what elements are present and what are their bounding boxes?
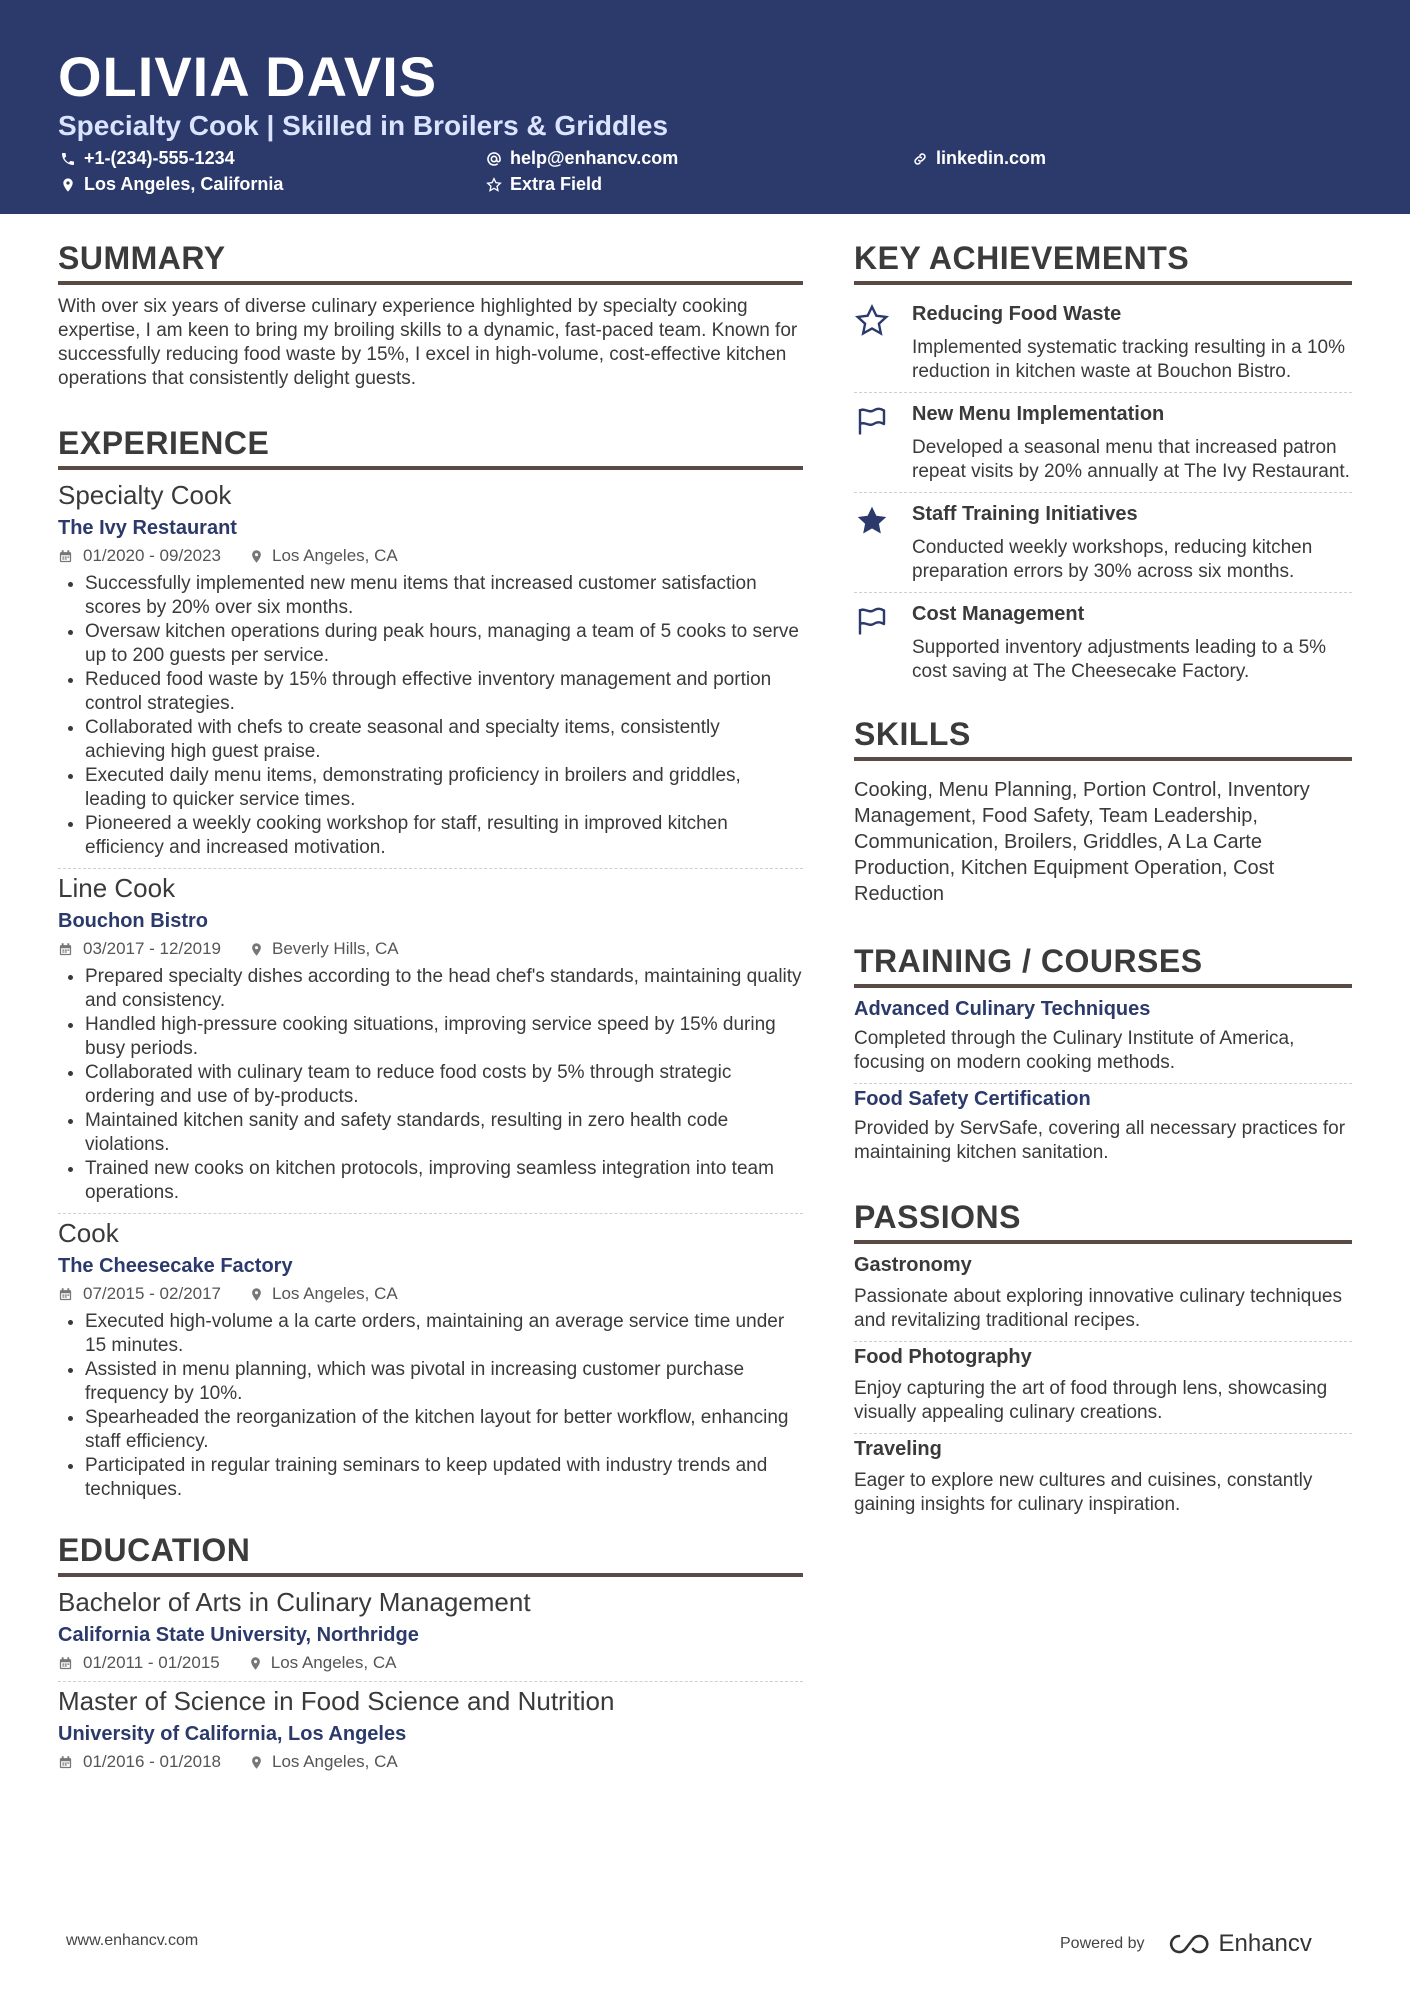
divider <box>854 592 1352 593</box>
job-bullet: • Pioneered a weekly cooking workshop for staff, resulting in improved kitchen efficiency and increased motivation. <box>85 812 803 860</box>
achievement-item <box>854 395 1352 490</box>
education-school: University of California, Los Angeles <box>58 1723 407 1745</box>
location-pin-icon <box>249 942 264 957</box>
skills-text: Cooking, Menu Planning, Portion Control, Inventory Management, Food Safety, Team Leadership, Communication, Broilers, Griddles, A La Carte Production, Kitchen Equipment Operation, Cost Reduction <box>854 779 1310 905</box>
location-pin-icon <box>249 1755 264 1770</box>
phone-text: +1-(234)-555-1234 <box>84 148 235 168</box>
achievements-heading: KEY ACHIEVEMENTS <box>854 240 1352 285</box>
location-pin-icon <box>249 549 264 564</box>
calendar-icon <box>58 942 73 957</box>
job-bullet: • Assisted in menu planning, which was pivotal in increasing customer purchase frequency by 10%. <box>85 1358 803 1406</box>
job-meta <box>58 1284 803 1304</box>
education-degree: Master of Science in Food Science and Nutrition <box>58 1686 615 1716</box>
phone-icon <box>60 151 76 167</box>
education-entry <box>58 1686 803 1772</box>
passion-desc: Eager to explore new cultures and cuisines, constantly gaining insights for culinary inspiration. <box>854 1470 1313 1515</box>
job-bullet: • Collaborated with culinary team to reduce food costs by 5% through strategic ordering and use of by-products. <box>85 1061 803 1109</box>
job-company: Bouchon Bistro <box>58 910 208 932</box>
training-item <box>854 998 1352 1075</box>
calendar-icon <box>58 549 73 564</box>
education-dates: 01/2011 - 01/2015 <box>83 1653 220 1672</box>
job-bullet: • Participated in regular training seminars to keep updated with industry trends and techniques. <box>85 1454 803 1502</box>
job-bullets <box>58 572 803 860</box>
location-text: Los Angeles, California <box>84 174 284 194</box>
job-bullet: • Oversaw kitchen operations during peak hours, managing a team of 5 cooks to serve up to 200 guests per service. <box>85 620 803 668</box>
job-meta <box>58 546 803 566</box>
right-column <box>854 240 1352 1517</box>
job-location: Beverly Hills, CA <box>272 939 399 958</box>
job-location: Los Angeles, CA <box>272 546 398 565</box>
brand-name: Enhancv <box>1218 1930 1312 1957</box>
calendar-icon <box>58 1755 73 1770</box>
job-role: Cook <box>58 1218 119 1248</box>
education-location: Los Angeles, CA <box>270 1653 397 1672</box>
summary-text: With over six years of diverse culinary experience highlighted by specialty cooking expertise, I am keen to bring my broiling skills to a dynamic, fast-paced team. Known for successfully reducing food waste by 15%, I excel in high-volume, cost-effective kitchen operations that consistently delight guests. <box>58 296 798 389</box>
training-heading: TRAINING / COURSES <box>854 943 1352 988</box>
achievement-desc: Conducted weekly workshops, reducing kitchen preparation errors by 30% across six months. <box>912 537 1313 582</box>
passion-title: Traveling <box>854 1438 942 1460</box>
contact-location <box>60 174 283 195</box>
training-desc: Provided by ServSafe, covering all necessary practices for maintaining kitchen sanitation. <box>854 1118 1346 1163</box>
achievement-item <box>854 495 1352 590</box>
skills-heading: SKILLS <box>854 716 1352 761</box>
achievement-item <box>854 295 1352 390</box>
location-pin-icon <box>249 1287 264 1302</box>
achievement-item <box>854 595 1352 690</box>
flag-icon <box>854 603 890 639</box>
job-company: The Cheesecake Factory <box>58 1255 293 1277</box>
calendar-icon <box>58 1287 73 1302</box>
star-outline-icon <box>854 303 890 339</box>
candidate-title: Specialty Cook | Skilled in Broilers & Griddles <box>58 110 669 141</box>
footer-branding <box>1060 1930 1312 1958</box>
candidate-name: OLIVIA DAVIS <box>58 45 438 108</box>
job-bullet: • Successfully implemented new menu items that increased customer satisfaction scores by 20% over six months. <box>85 572 803 620</box>
passion-item <box>854 1346 1352 1425</box>
divider <box>854 1083 1352 1084</box>
contact-linkedin[interactable] <box>912 148 1046 169</box>
left-column <box>58 240 803 1772</box>
training-desc: Completed through the Culinary Institute of America, focusing on modern cooking methods. <box>854 1028 1295 1073</box>
flag-icon <box>854 403 890 439</box>
link-icon <box>912 151 928 167</box>
achievement-desc: Developed a seasonal menu that increased patron repeat visits by 20% annually at The Ivy Restaurant. <box>912 437 1350 482</box>
job-bullet: • Executed high-volume a la carte orders, maintaining an average service time under 15 minutes. <box>85 1310 803 1358</box>
passion-title: Gastronomy <box>854 1254 972 1276</box>
contact-extra <box>486 174 602 195</box>
job-entry <box>58 480 803 860</box>
job-bullet: • Prepared specialty dishes according to the head chef's standards, maintaining quality and consistency. <box>85 965 803 1013</box>
divider <box>58 868 803 869</box>
at-icon <box>486 151 502 167</box>
achievement-desc: Implemented systematic tracking resulting in a 10% reduction in kitchen waste at Bouchon Bistro. <box>912 337 1345 382</box>
job-location: Los Angeles, CA <box>272 1284 398 1303</box>
education-degree: Bachelor of Arts in Culinary Management <box>58 1587 531 1617</box>
training-title: Food Safety Certification <box>854 1088 1091 1110</box>
passion-item <box>854 1438 1352 1517</box>
contact-email[interactable] <box>486 148 678 169</box>
job-bullet: • Spearheaded the reorganization of the kitchen layout for better workflow, enhancing staff efficiency. <box>85 1406 803 1454</box>
divider <box>854 392 1352 393</box>
passion-title: Food Photography <box>854 1346 1032 1368</box>
training-title: Advanced Culinary Techniques <box>854 998 1151 1020</box>
divider <box>854 1341 1352 1342</box>
divider <box>854 492 1352 493</box>
linkedin-text: linkedin.com <box>936 148 1047 168</box>
education-school: California State University, Northridge <box>58 1624 419 1646</box>
achievement-title: Reducing Food Waste <box>912 303 1122 325</box>
divider <box>854 1433 1352 1434</box>
footer-website[interactable]: www.enhancv.com <box>66 1932 199 1949</box>
education-heading: EDUCATION <box>58 1532 803 1577</box>
job-bullet: • Executed daily menu items, demonstrating proficiency in broilers and griddles, leading to quicker service times. <box>85 764 803 812</box>
education-location: Los Angeles, CA <box>272 1752 398 1771</box>
passion-desc: Enjoy capturing the art of food through lens, showcasing visually appealing culinary creations. <box>854 1378 1328 1423</box>
passion-desc: Passionate about exploring innovative culinary techniques and revitalizing traditional recipes. <box>854 1286 1342 1331</box>
job-bullet: • Reduced food waste by 15% through effective inventory management and portion control strategies. <box>85 668 803 716</box>
job-bullet: • Trained new cooks on kitchen protocols, improving seamless integration into team operations. <box>85 1157 803 1205</box>
passion-item <box>854 1254 1352 1333</box>
job-meta <box>58 939 803 959</box>
job-dates: 01/2020 - 09/2023 <box>83 546 222 565</box>
achievement-title: Cost Management <box>912 603 1085 625</box>
job-role: Specialty Cook <box>58 480 232 510</box>
experience-heading: EXPERIENCE <box>58 425 803 470</box>
job-role: Line Cook <box>58 873 176 903</box>
summary-heading: SUMMARY <box>58 240 803 285</box>
contact-phone[interactable] <box>60 148 235 169</box>
education-meta <box>58 1752 803 1772</box>
divider <box>58 1213 803 1214</box>
job-bullets <box>58 1310 803 1502</box>
job-company: The Ivy Restaurant <box>58 517 237 539</box>
training-item <box>854 1088 1352 1165</box>
achievement-title: Staff Training Initiatives <box>912 503 1138 525</box>
job-dates: 07/2015 - 02/2017 <box>83 1284 222 1303</box>
education-meta <box>58 1653 803 1673</box>
star-filled-icon <box>854 503 890 539</box>
passions-heading: PASSIONS <box>854 1199 1352 1244</box>
enhancv-logo-icon <box>1167 1932 1211 1956</box>
job-bullet: • Collaborated with chefs to create seasonal and specialty items, consistently achieving high guest praise. <box>85 716 803 764</box>
job-bullet: • Handled high-pressure cooking situations, improving service speed by 15% during busy periods. <box>85 1013 803 1061</box>
education-entry <box>58 1587 803 1673</box>
job-bullets <box>58 965 803 1205</box>
job-dates: 03/2017 - 12/2019 <box>83 939 222 958</box>
star-outline-icon <box>486 177 502 193</box>
extra-text: Extra Field <box>510 174 603 194</box>
resume-header <box>0 0 1410 214</box>
divider <box>58 1681 803 1682</box>
achievement-desc: Supported inventory adjustments leading to a 5% cost saving at The Cheesecake Factory. <box>912 637 1327 682</box>
job-entry <box>58 873 803 1205</box>
location-pin-icon <box>60 177 76 193</box>
powered-by-label: Powered by <box>1060 1935 1145 1952</box>
job-bullet: • Maintained kitchen sanity and safety standards, resulting in zero health code violations. <box>85 1109 803 1157</box>
achievement-title: New Menu Implementation <box>912 403 1165 425</box>
education-dates: 01/2016 - 01/2018 <box>83 1752 222 1771</box>
calendar-icon <box>58 1656 73 1671</box>
location-pin-icon <box>248 1656 263 1671</box>
email-text: help@enhancv.com <box>510 148 679 168</box>
job-entry <box>58 1218 803 1502</box>
brand-logo[interactable] <box>1167 1930 1312 1958</box>
